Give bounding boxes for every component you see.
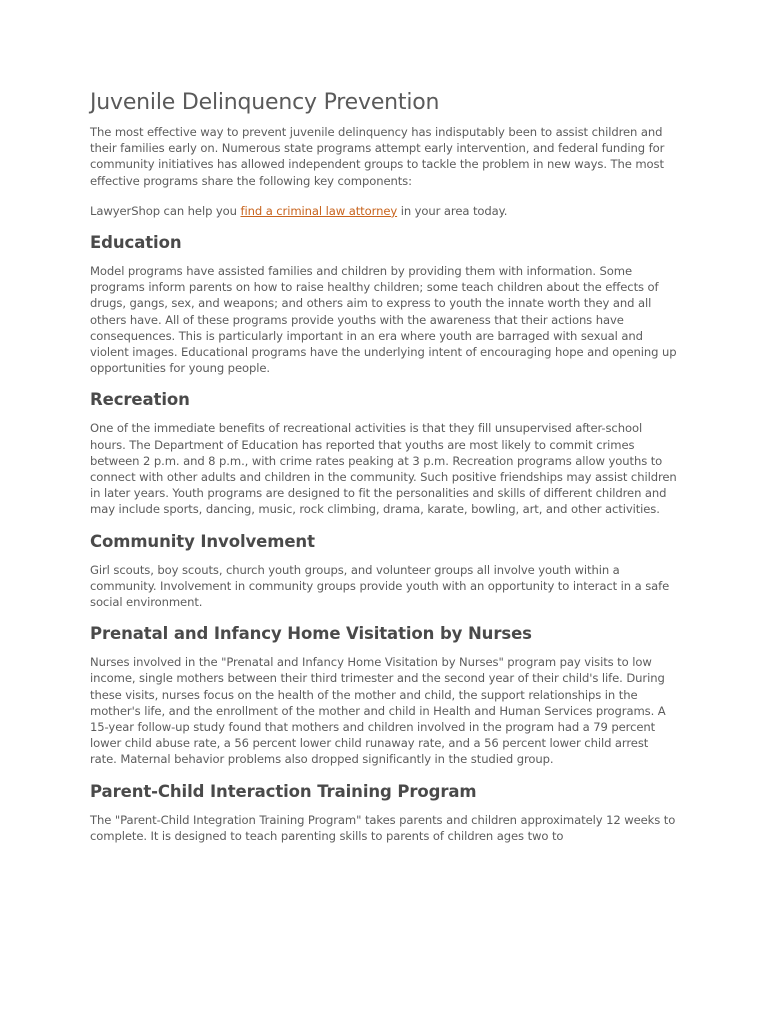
section-education xyxy=(90,232,678,376)
intro-paragraph: The most effective way to prevent juvenile delinquency has indisputably been to assist children and their families early on. Numerous state programs attempt early intervention, and federal funding for community initiatives has allowed independent groups to tackle the problem in new ways. The most effective programs share the following key components: xyxy=(90,125,665,188)
section-community-involvement xyxy=(90,531,678,611)
section-parent-child-training xyxy=(90,781,678,844)
section-heading: Community Involvement xyxy=(90,531,315,551)
section-heading: Prenatal and Infancy Home Visitation by Nurses xyxy=(90,624,532,644)
section-body: Nurses involved in the "Prenatal and Infancy Home Visitation by Nurses" program pay visits to low income, single mothers between their third trimester and the second year of their child's life. During these visits, nurses focus on the health of the mother and child, the support relationships in the mother's life, and the enrollment of the mother and child in Health and Human Services programs. A 15-year follow-up study found that mothers and children involved in the program had a 79 percent lower child abuse rate, a 56 percent lower child runaway rate, and a 56 percent lower child arrest rate. Maternal behavior problems also dropped significantly in the studied group. xyxy=(90,655,666,767)
section-body: Girl scouts, boy scouts, church youth groups, and volunteer groups all involve youth within a community. Involvement in community groups provide youth with an opportunity to interact in a safe social environment. xyxy=(90,562,670,610)
section-body: One of the immediate benefits of recreational activities is that they fill unsupervised after-school hours. The Department of Education has reported that youths are most likely to commit crimes between 2 p.m. and 8 p.m., with crime rates peaking at 3 p.m. Recreation programs allow youths to connect with other adults and children in the community. Such positive friendships may assist children in later years. Youth programs are designed to fit the personalities and skills of different children and may include sports, dancing, music, rock climbing, drama, karate, bowling, art, and other activities. xyxy=(90,421,677,517)
section-body: Model programs have assisted families and children by providing them with information. Some programs inform parents on how to raise healthy children; some teach children about the effects of drugs, gangs, sex, and weapons; and others aim to express to youth the innate worth they and all others have. All of these programs provide youths with the awareness that their actions have consequences. This is particularly important in an era where youth are barraged with sexual and violent images. Educational programs have the underlying intent of encouraging hope and opening up opportunities for young people. xyxy=(90,264,677,376)
document-page xyxy=(90,88,678,844)
section-heading: Recreation xyxy=(90,390,190,410)
page-title: Juvenile Delinquency Prevention xyxy=(90,90,440,115)
section-recreation xyxy=(90,389,678,517)
lawyer-text-after: in your area today. xyxy=(397,203,508,218)
section-body: The "Parent-Child Integration Training Program" takes parents and children approximately 12 weeks to complete. It is designed to teach parenting skills to parents of children ages two to xyxy=(90,812,676,843)
section-heading: Parent-Child Interaction Training Program xyxy=(90,781,477,801)
lawyer-text-before: LawyerShop can help you xyxy=(90,203,241,218)
section-heading: Education xyxy=(90,233,182,253)
lawyer-paragraph xyxy=(90,203,678,219)
section-home-visitation xyxy=(90,623,678,767)
find-attorney-link[interactable]: find a criminal law attorney xyxy=(240,203,398,218)
